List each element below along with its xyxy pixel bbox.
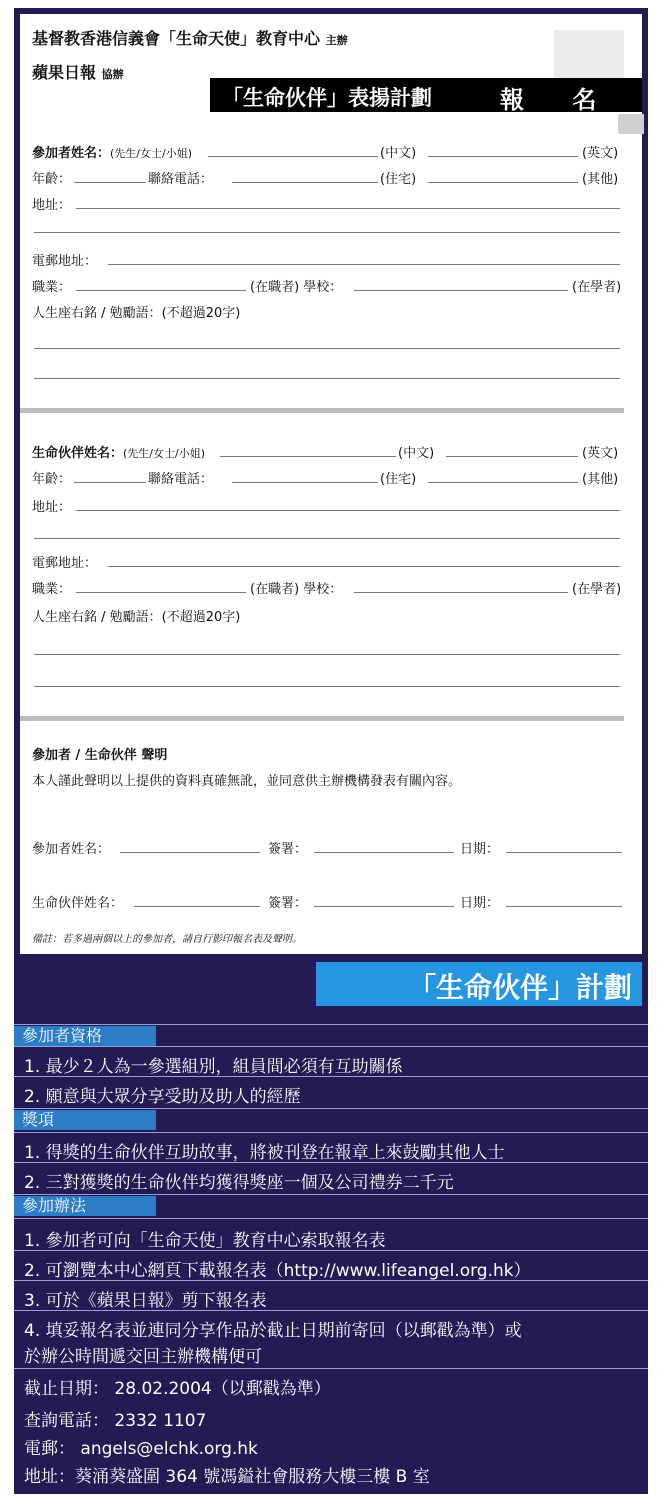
signature-field[interactable]	[314, 852, 454, 853]
divider	[14, 1368, 648, 1369]
partner-name-row	[32, 442, 642, 462]
section-separator	[20, 408, 624, 413]
partner-email-field[interactable]	[108, 566, 620, 567]
participant-student-label: (在學者)	[572, 280, 622, 295]
signature-label-2: 簽署：	[268, 896, 308, 911]
participant-english-name-field[interactable]	[428, 156, 578, 157]
partner-age-row	[32, 468, 642, 488]
partner-chinese-label: (中文)	[398, 446, 435, 461]
participant-home-label: (住宅)	[380, 172, 417, 187]
participant-occupation-label: 職業：	[32, 280, 72, 295]
participant-address-label: 地址：	[32, 198, 72, 213]
participant-chinese-name-field[interactable]	[208, 156, 378, 157]
participant-signature-row	[32, 838, 642, 858]
date-label-2: 日期：	[460, 896, 500, 911]
deadline-text: 截止日期： 28.02.2004（以郵戳為準）	[24, 1379, 331, 1399]
partner-age-field[interactable]	[74, 482, 146, 483]
date-label: 日期：	[460, 842, 500, 857]
partner-home-label: (住宅)	[380, 472, 417, 487]
participant-occupation-field[interactable]	[76, 290, 246, 291]
participant-name-hint: (先生/女士/小姐)	[110, 147, 193, 160]
partner-motto-label: 人生座右銘 / 勉勵語：(不超過20字)	[32, 610, 241, 625]
partner-student-label: (在學者)	[572, 582, 622, 597]
signature-participant-label: 參加者姓名：	[32, 842, 111, 857]
declaration-text-row	[32, 770, 642, 790]
partner-motto-field-1[interactable]	[34, 654, 620, 655]
partner-signature-row	[32, 892, 642, 912]
co-organizer: 蘋果日報	[32, 63, 97, 82]
enquiry-phone: 查詢電話： 2332 1107	[24, 1411, 207, 1431]
participant-address-field-2[interactable]	[34, 232, 620, 233]
address-text: 地址：葵涌葵盛圍 364 號馮鎰社會服務大樓三樓 B 室	[24, 1467, 430, 1487]
method-item: 4. 填妥報名表並連同分享作品於截止日期前寄回（以郵戳為準）或	[24, 1321, 522, 1341]
form-title-bar	[210, 78, 642, 149]
partner-name-hint: (先生/女士/小姐)	[123, 447, 206, 460]
plan-title: 「生命伙伴」計劃	[407, 971, 632, 1004]
partner-chinese-name-field[interactable]	[220, 456, 396, 457]
divider	[14, 1132, 648, 1133]
section-separator	[20, 716, 624, 721]
partner-occupation-row	[32, 578, 642, 598]
divider	[14, 1280, 648, 1281]
organizer-line	[32, 26, 348, 49]
awards-heading: 獎項	[14, 1110, 156, 1130]
form-title: 「生命伙伴」表揚計劃	[222, 86, 432, 110]
participant-name-label: 參加者姓名：	[32, 146, 111, 161]
organizer-role: 主辦	[325, 34, 348, 47]
partner-home-phone-field[interactable]	[232, 482, 378, 483]
method-heading: 參加辦法	[14, 1196, 156, 1216]
signature-field-2[interactable]	[314, 906, 454, 907]
awards-item: 2. 三對獲獎的生命伙伴均獲得獎座一個及公司禮券二千元	[24, 1173, 454, 1193]
email-text: 電郵： angels@elchk.org.hk	[24, 1439, 258, 1459]
eligibility-heading: 參加者資格	[14, 1026, 156, 1046]
partner-english-label: (英文)	[582, 446, 619, 461]
partner-address-row	[32, 496, 642, 516]
declaration-heading-row	[32, 744, 642, 764]
divider	[14, 1218, 648, 1219]
participant-email-label: 電郵地址：	[32, 254, 98, 269]
participant-motto-field-1[interactable]	[34, 348, 620, 349]
form-type: 報 名 表	[500, 86, 617, 149]
partner-address-label: 地址：	[32, 500, 72, 515]
participant-address-row	[32, 194, 642, 214]
partner-other-label: (其他)	[582, 472, 619, 487]
partner-other-phone-field[interactable]	[428, 482, 578, 483]
partner-motto-field-2[interactable]	[34, 686, 620, 687]
partner-school-field[interactable]	[354, 592, 568, 593]
partner-address-field-2[interactable]	[34, 538, 620, 539]
partner-english-name-field[interactable]	[446, 456, 578, 457]
method-item: 2. 可瀏覽本中心網頁下載報名表（http://www.lifeangel.org.hk）	[24, 1261, 531, 1281]
participant-school-label: (在職者) 學校：	[250, 280, 343, 295]
method-item: 於辦公時間遞交回主辦機構便可	[24, 1347, 262, 1367]
partner-motto-row	[32, 606, 642, 626]
participant-phone-label: 聯絡電話：	[148, 172, 214, 187]
participant-other-phone-field[interactable]	[428, 182, 578, 183]
awards-item: 1. 得獎的生命伙伴互助故事，將被刊登在報章上來鼓勵其他人士	[24, 1143, 505, 1163]
plan-title-bar	[316, 962, 642, 1006]
participant-email-field[interactable]	[108, 264, 620, 265]
declaration-heading: 參加者 / 生命伙伴 聲明	[32, 748, 168, 763]
participant-home-phone-field[interactable]	[232, 182, 378, 183]
participant-email-row	[32, 250, 642, 270]
divider	[14, 1310, 648, 1311]
partner-email-label: 電郵地址：	[32, 556, 98, 571]
eligibility-item: 1. 最少２人為一參選組別，組員間必須有互助關係	[24, 1057, 403, 1077]
participant-motto-row	[32, 302, 642, 322]
date-field[interactable]	[506, 852, 622, 853]
participant-motto-field-2[interactable]	[34, 378, 620, 379]
participant-age-row	[32, 168, 642, 188]
partner-name-label: 生命伙伴姓名：	[32, 446, 124, 461]
grey-tab	[618, 114, 644, 134]
organizer: 基督教香港信義會「生命天使」教育中心	[32, 29, 321, 48]
participant-age-field[interactable]	[74, 182, 146, 183]
partner-occupation-label: 職業：	[32, 582, 72, 597]
divider	[14, 1194, 648, 1195]
participant-other-label: (其他)	[582, 172, 619, 187]
signature-partner-label: 生命伙伴姓名：	[32, 896, 124, 911]
participant-motto-label: 人生座右銘 / 勉勵語：(不超過20字)	[32, 306, 241, 321]
divider	[14, 1108, 648, 1109]
participant-address-field[interactable]	[76, 208, 620, 209]
method-item: 1. 參加者可向「生命天使」教育中心索取報名表	[24, 1231, 386, 1251]
partner-address-field[interactable]	[76, 510, 620, 511]
signature-label: 簽署：	[268, 842, 308, 857]
footnote: 備註：若多過兩個以上的參加者，請自行影印報名表及聲明。	[32, 934, 302, 945]
divider	[14, 1076, 648, 1077]
participant-age-label: 年齡：	[32, 172, 72, 187]
declaration-text: 本人謹此聲明以上提供的資料真確無訛，並同意供主辦機構發表有關內容。	[32, 774, 462, 789]
participant-chinese-label: (中文)	[380, 146, 417, 161]
method-item: 3. 可於《蘋果日報》剪下報名表	[24, 1291, 267, 1311]
co-organizer-role: 協辦	[101, 68, 124, 81]
partner-phone-label: 聯絡電話：	[148, 472, 214, 487]
partner-age-label: 年齡：	[32, 472, 72, 487]
divider	[14, 1024, 648, 1025]
signature-participant-name-field[interactable]	[120, 852, 260, 853]
co-organizer-line	[32, 60, 124, 83]
partner-email-row	[32, 552, 642, 572]
participant-occupation-row	[32, 276, 642, 296]
divider	[14, 1046, 648, 1047]
participant-school-field[interactable]	[354, 290, 568, 291]
date-field-2[interactable]	[506, 906, 622, 907]
application-form	[20, 14, 642, 954]
divider	[14, 1250, 648, 1251]
partner-school-label: (在職者) 學校：	[250, 582, 343, 597]
partner-occupation-field[interactable]	[76, 592, 246, 593]
participant-name-row	[32, 142, 642, 162]
signature-partner-name-field[interactable]	[134, 906, 260, 907]
participant-english-label: (英文)	[582, 146, 619, 161]
divider	[14, 1162, 648, 1163]
eligibility-item: 2. 願意與大眾分享受助及助人的經歷	[24, 1087, 301, 1107]
